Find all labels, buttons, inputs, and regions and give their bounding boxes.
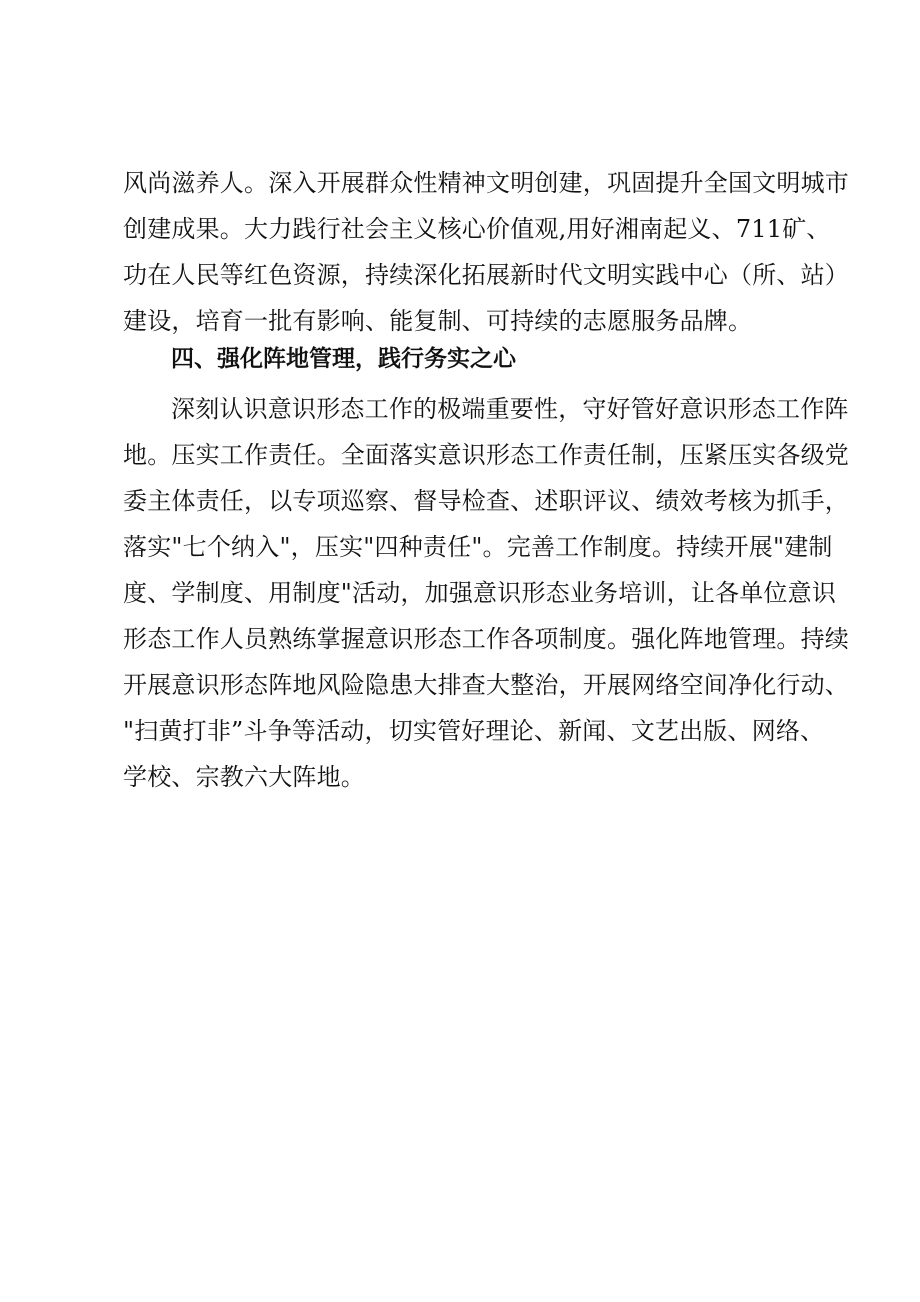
paragraph-line: 学校、宗教六大阵地。 bbox=[123, 763, 365, 791]
paragraph-line: 功在人民等红色资源，持续深化拓展新时代文明实践中心（所、站） bbox=[123, 261, 849, 289]
paragraph-line: "扫黄打非”斗争等活动，切实管好理论、新闻、文艺出版、网络、 bbox=[123, 717, 825, 745]
paragraph-line: 形态工作人员熟练掌握意识形态工作各项制度。强化阵地管理。持续 bbox=[123, 625, 849, 653]
section-heading: 四、强化阵地管理，践行务实之心 bbox=[171, 346, 516, 372]
paragraph-line: 建设，培育一批有影响、能复制、可持续的志愿服务品牌。 bbox=[123, 307, 753, 335]
paragraph-line: 度、学制度、用制度"活动，加强意识形态业务培训，让各单位意识 bbox=[123, 579, 837, 607]
paragraph-line: 委主体责任，以专项巡察、督导检查、述职评议、绩效考核为抓手， bbox=[123, 487, 849, 515]
paragraph-line: 创建成果。大力践行社会主义核心价值观,用好湘南起义、711矿、 bbox=[123, 215, 831, 243]
paragraph-ideology bbox=[123, 386, 849, 800]
paragraph-line: 落实"七个纳入"，压实"四种责任"。完善工作制度。持续开展"建制 bbox=[123, 533, 833, 561]
paragraph-line: 开展意识形态阵地风险隐患大排查大整治，开展网络空间净化行动、 bbox=[123, 671, 849, 699]
paragraph-line: 深刻认识意识形态工作的极端重要性，守好管好意识形态工作阵 bbox=[171, 395, 849, 423]
paragraph-civilization bbox=[123, 160, 849, 344]
paragraph-line: 风尚滋养人。深入开展群众性精神文明创建，巩固提升全国文明城市 bbox=[123, 169, 849, 197]
paragraph-line: 地。压实工作责任。全面落实意识形态工作责任制，压紧压实各级党 bbox=[123, 441, 849, 469]
